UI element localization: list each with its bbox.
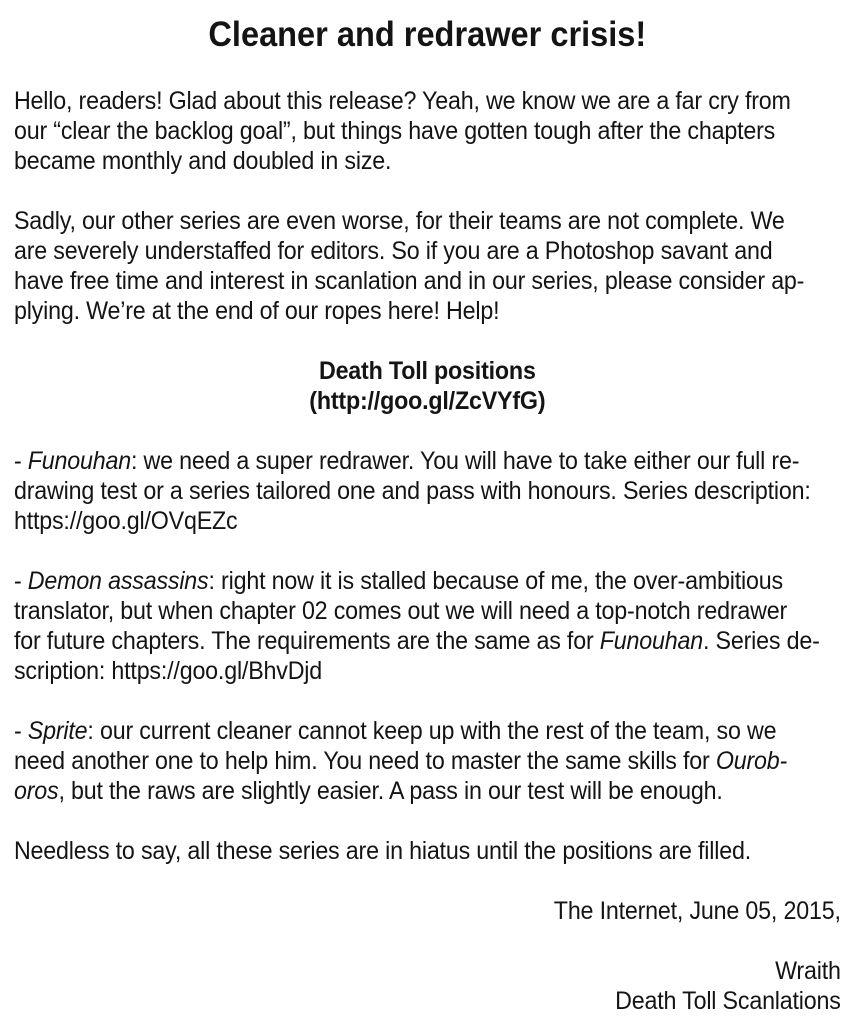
text-line: need another one to help him. You need to master the same skills for Ourob- — [13, 747, 788, 775]
signoff-name: Wraith — [775, 957, 841, 985]
staff-appeal-paragraph — [14, 206, 841, 326]
signoff-group: Death Toll Scanlations — [615, 987, 841, 1015]
text-line: Needless to say, all these series are in hiatus until the positions are filled. — [13, 837, 751, 865]
positions-heading-title: Death Toll positions — [318, 357, 536, 385]
intro-paragraph — [14, 86, 841, 176]
series-description-url: scription: https://goo.gl/BhvDjd — [13, 657, 323, 685]
text-line: translator, but when chapter 02 comes out we will need a top-notch redrawer — [13, 597, 788, 625]
text-line: - Sprite: our current cleaner cannot keep up with the rest of the team, so we — [13, 717, 777, 745]
position-sprite — [14, 716, 841, 806]
text-line: - Demon assassins: right now it is stalled because of me, the over-ambitious — [13, 567, 783, 595]
page-title: Cleaner and redrawer crisis! — [208, 15, 647, 54]
signoff-date: The Internet, June 05, 2015, — [553, 897, 841, 925]
positions-heading — [14, 356, 841, 416]
text-line: have free time and interest in scanlation and in our series, please consider ap- — [13, 267, 805, 295]
text-line: our “clear the backlog goal”, but things have gotten tough after the chapters — [13, 117, 776, 145]
text-line: drawing test or a series tailored one and pass with honours. Series description: — [13, 477, 811, 505]
series-description-url: https://goo.gl/OVqEZc — [13, 507, 238, 535]
text-line: - Funouhan: we need a super redrawer. You will have to take either our full re- — [13, 447, 800, 475]
text-line: Sadly, our other series are even worse, for their teams are not complete. We — [13, 207, 785, 235]
text-line: are severely understaffed for editors. So if you are a Photoshop savant and — [13, 237, 773, 265]
text-line: Hello, readers! Glad about this release? Yeah, we know we are a far cry from — [13, 87, 791, 115]
position-demon-assassins — [14, 566, 841, 686]
text-line: oros, but the raws are slightly easier. A pass in our test will be enough. — [13, 777, 723, 805]
hiatus-note — [14, 836, 841, 866]
signoff — [14, 896, 841, 1016]
position-funouhan — [14, 446, 841, 536]
text-line: became monthly and doubled in size. — [13, 147, 392, 175]
positions-heading-url: (http://goo.gl/ZcVYfG) — [309, 387, 546, 415]
text-line: for future chapters. The requirements are the same as for Funouhan. Series de- — [13, 627, 820, 655]
signoff-spacer — [14, 926, 841, 956]
text-line: plying. We’re at the end of our ropes here! Help! — [13, 297, 500, 325]
